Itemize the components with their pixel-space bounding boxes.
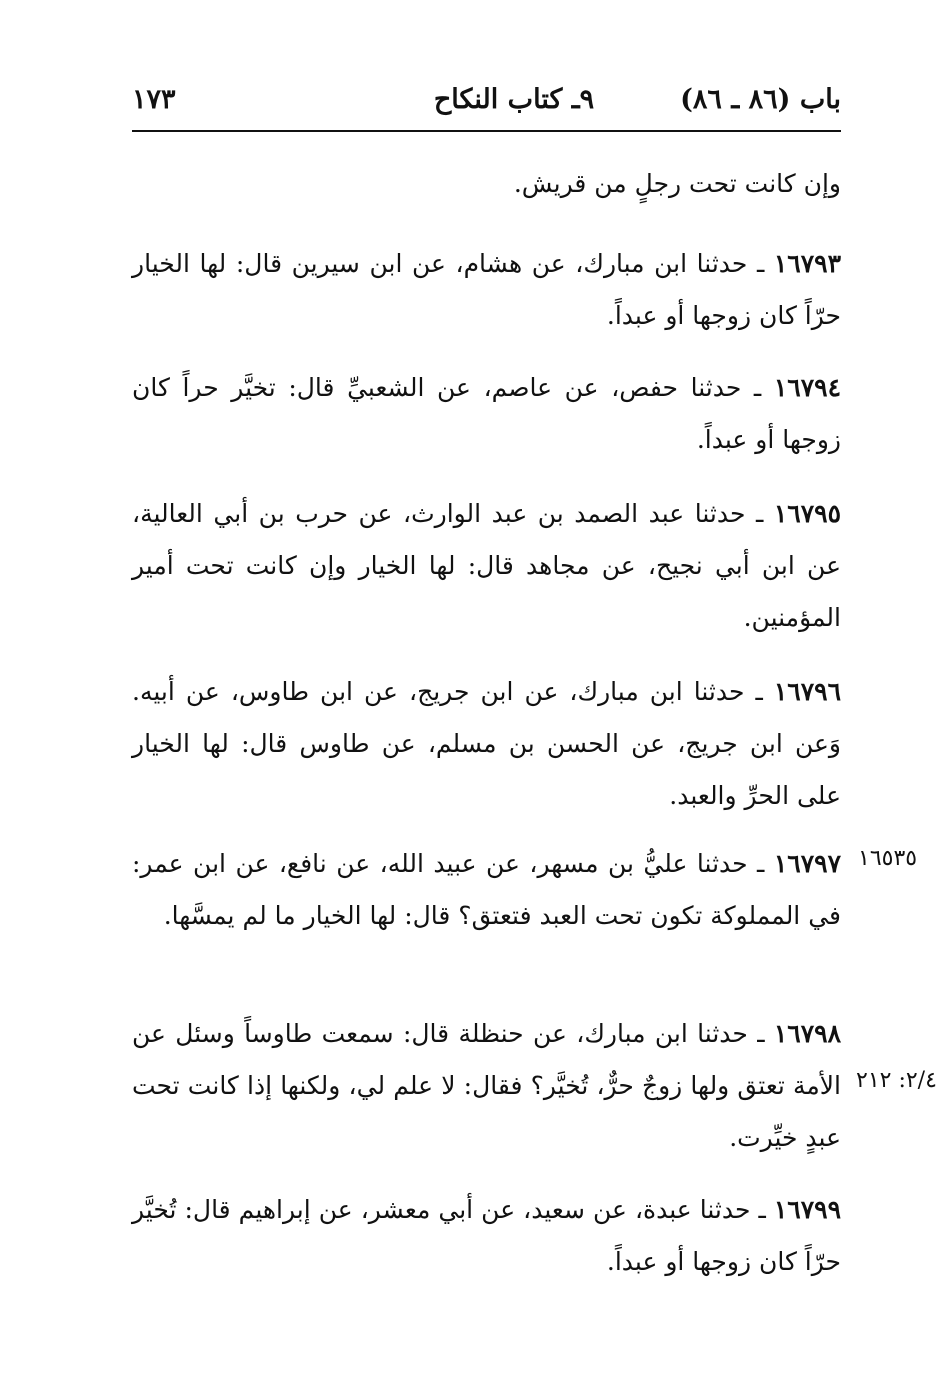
hadith-text: ـ حدثنا عبد الصمد بن عبد الوارث، عن حرب بن أبي العالية، عن ابن أبي نجيح، عن مجاهد قال: لها الخيار وإن كانت تحت أمير المؤمنين. xyxy=(132,499,841,632)
hadith-number: ١٦٧٩٤ xyxy=(773,373,841,402)
book-title: ٩ـ كتاب النكاح xyxy=(433,84,595,115)
hadith-text: ـ حدثنا ابن مبارك، عن حنظلة قال: سمعت طاوساً وسئل عن الأمة تعتق ولها زوجٌ حرٌّ، تُخيَّر؟ فقال: لا علم لي، ولكنها إذا كانت تحت عبدٍ خيِّرت. xyxy=(132,1019,841,1152)
hadith-text: ـ حدثنا عليُّ بن مسهر، عن عبيد الله، عن نافع، عن ابن عمر: في المملوكة تكون تحت العبد فتعتق؟ قال: لها الخيار ما لم يمسَّها. xyxy=(132,849,841,930)
hadith-number: ١٦٧٩٣ xyxy=(773,249,841,278)
page-number: ١٧٣ xyxy=(132,84,176,115)
hadith-16793 xyxy=(132,238,841,342)
margin-cross-reference-16535: ١٦٥٣٥ xyxy=(858,846,918,871)
paragraph-text: وإن كانت تحت رجلٍ من قريش. xyxy=(513,169,841,198)
hadith-text: ـ حدثنا عبدة، عن سعيد، عن أبي معشر، عن إبراهيم قال: تُخيَّر حرّاً كان زوجها أو عبداً. xyxy=(132,1195,841,1276)
chapter-range: باب (٨٦ ـ ٨٦) xyxy=(680,84,841,115)
hadith-number: ١٦٧٩٦ xyxy=(773,677,841,706)
margin-cross-reference-212: ٢/٤: ٢١٢ xyxy=(856,1068,937,1093)
header-divider xyxy=(132,130,841,132)
hadith-text: ـ حدثنا حفص، عن عاصم، عن الشعبيِّ قال: تخيَّر حراً كان زوجها أو عبداً. xyxy=(132,373,841,454)
hadith-number: ١٦٧٩٧ xyxy=(773,849,841,878)
page-header xyxy=(132,80,841,122)
hadith-text: ـ حدثنا ابن مبارك، عن ابن جريج، عن ابن طاوس، عن أبيه. وَعن ابن جريج، عن الحسن بن مسلم، عن طاوس قال: لها الخيار على الحرِّ والعبد. xyxy=(132,677,841,810)
hadith-number: ١٦٧٩٩ xyxy=(773,1195,841,1224)
paragraph-continuation xyxy=(132,158,841,210)
hadith-number: ١٦٧٩٥ xyxy=(773,499,841,528)
hadith-16798 xyxy=(132,1008,841,1164)
hadith-16797 xyxy=(132,838,841,942)
hadith-16799 xyxy=(132,1184,841,1288)
hadith-16796 xyxy=(132,666,841,822)
hadith-16794 xyxy=(132,362,841,466)
hadith-16795 xyxy=(132,488,841,644)
hadith-number: ١٦٧٩٨ xyxy=(773,1019,841,1048)
hadith-text: ـ حدثنا ابن مبارك، عن هشام، عن ابن سيرين قال: لها الخيار حرّاً كان زوجها أو عبداً. xyxy=(132,249,841,330)
